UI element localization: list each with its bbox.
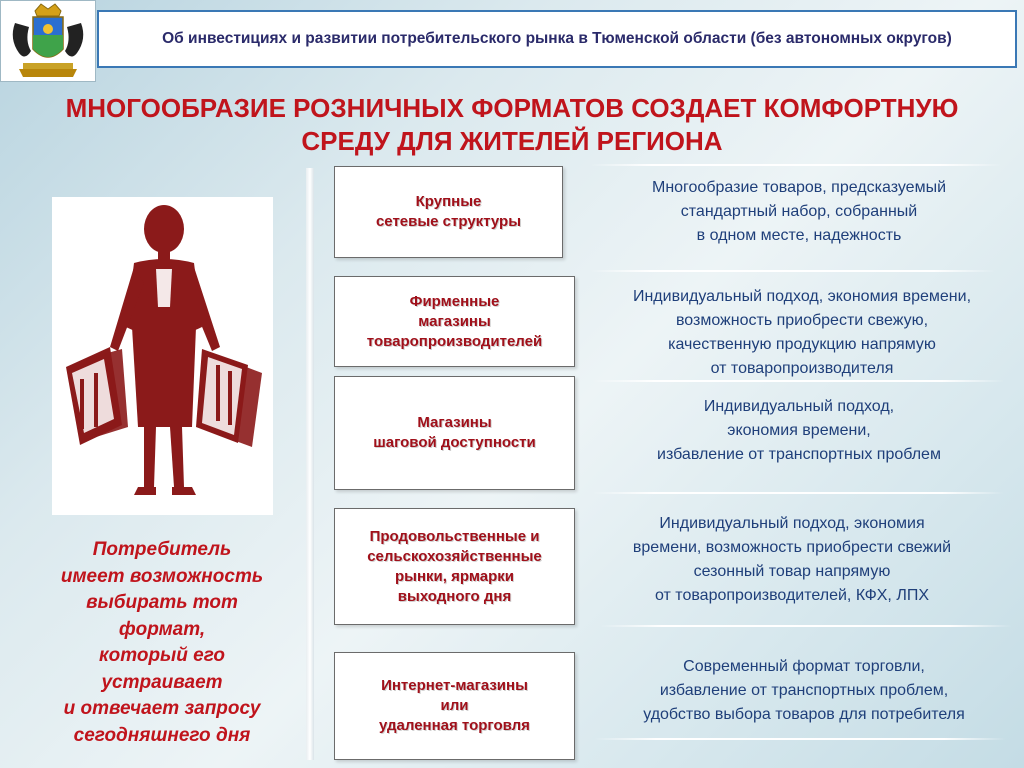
format-label: сельскохозяйственные (367, 547, 542, 565)
consumer-line: Потребитель (92, 539, 232, 560)
format-label: магазины (418, 312, 491, 330)
format-description-walking-distance (594, 395, 1004, 467)
format-description-online-stores (594, 655, 1014, 727)
format-box-large-chains (334, 166, 563, 258)
description-line: стандартный набор, собранный (680, 203, 918, 220)
woman-with-bags-icon (52, 197, 273, 515)
description-line: от товаропроизводителя (710, 360, 894, 377)
description-line: сезонный товар напрямую (693, 563, 891, 580)
page-title-line1: МНОГООБРАЗИЕ РОЗНИЧНЫХ ФОРМАТОВ СОЗДАЕТ КОМФОРТНУЮ (65, 93, 959, 123)
format-label: шаговой доступности (373, 434, 536, 451)
description-line: в одном месте, надежность (696, 227, 902, 244)
format-label: или (440, 697, 469, 714)
description-line: Индивидуальный подход, экономия времени, (632, 288, 972, 305)
format-label: удаленная торговля (379, 717, 530, 734)
consumer-line: имеет возможность (60, 565, 264, 587)
description-line: Индивидуальный подход, экономия (659, 515, 925, 532)
description-line: времени, возможность приобрести свежий (632, 539, 952, 556)
format-label: рынки, ярмарки (395, 567, 514, 585)
description-line: удобство выбора товаров для потребителя (643, 706, 965, 723)
consumer-line: который его (98, 645, 226, 666)
description-line: экономия времени, (727, 422, 871, 439)
description-line: избавление от транспортных проблем (657, 446, 941, 463)
format-box-brand-stores (334, 276, 575, 367)
description-line: качественную продукцию напрямую (668, 336, 936, 353)
separator-line (590, 164, 1002, 166)
consumer-line: устраивает (101, 671, 223, 693)
separator-line (592, 492, 1004, 494)
format-label: Интернет-магазины (381, 677, 528, 694)
header-title: Об инвестициях и развитии потребительского рынка в Тюменской области (без автономных округов) (162, 30, 952, 47)
format-label: сетевые структуры (375, 213, 522, 230)
separator-line (600, 625, 1012, 627)
consumer-line: и отвечает запросу (63, 698, 261, 719)
description-line: возможность приобрести свежую, (675, 312, 929, 329)
description-line: Многообразие товаров, предсказуемый (651, 179, 947, 196)
format-description-brand-stores (588, 285, 1016, 381)
description-line: Индивидуальный подход, (703, 398, 895, 415)
format-label: товаропроизводителей (366, 332, 543, 350)
format-label: Крупные (415, 193, 482, 210)
header-banner (97, 10, 1017, 68)
consumer-line: сегодняшнего дня (73, 724, 251, 746)
format-box-walking-distance (334, 376, 575, 490)
vertical-divider (306, 168, 314, 760)
separator-line (594, 738, 1006, 740)
shopper-illustration (52, 197, 273, 515)
format-box-online-stores (334, 652, 575, 760)
description-line: от товаропроизводителей, КФХ, ЛПХ (654, 587, 929, 604)
format-label: Фирменные (409, 292, 500, 310)
format-label: Магазины (417, 414, 492, 431)
separator-line (590, 270, 995, 272)
region-emblem (0, 0, 96, 82)
coat-of-arms-icon (1, 1, 95, 81)
format-description-large-chains (594, 176, 1004, 248)
consumer-line: формат, (118, 618, 206, 640)
description-line: Современный формат торговли, (683, 658, 925, 675)
format-box-markets-fairs (334, 508, 575, 625)
page-title-line2: СРЕДУ ДЛЯ ЖИТЕЛЕЙ РЕГИОНА (301, 126, 723, 156)
description-line: избавление от транспортных проблем, (659, 682, 949, 699)
format-label: Продовольственные и (369, 527, 540, 545)
consumer-statement (12, 537, 312, 749)
consumer-line: выбирать тот (86, 592, 238, 613)
format-label: выходного дня (397, 587, 512, 605)
format-description-markets-fairs (584, 512, 1000, 608)
page-title (10, 92, 1014, 158)
